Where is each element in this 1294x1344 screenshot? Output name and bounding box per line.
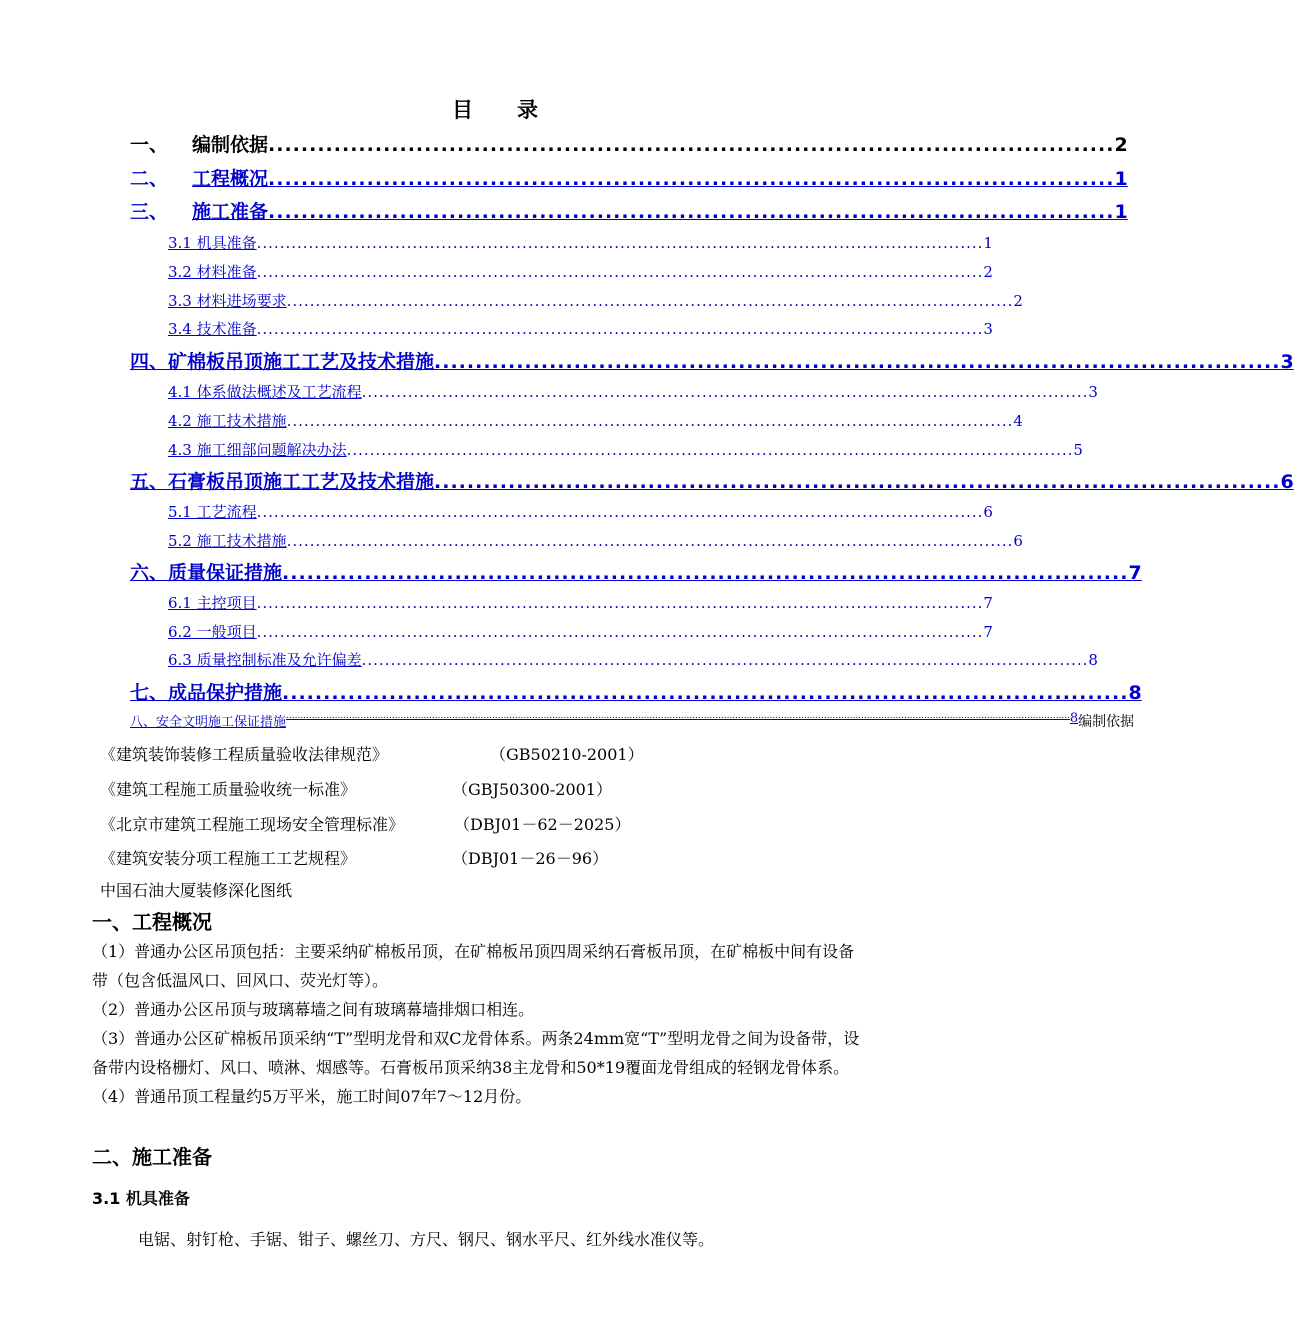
toc-entry-safety-measures[interactable] (130, 711, 1135, 731)
toc-entry-5-1[interactable] (168, 501, 993, 523)
toc-entry-label: 3.2 材料准备 (168, 263, 257, 281)
toc-entry-page: 2 (983, 263, 993, 281)
toc-entry-3-2[interactable] (168, 261, 993, 283)
toc-entry-label: 6.1 主控项目 (168, 594, 257, 612)
reference-item (100, 878, 292, 901)
toc-entry-page: 2 (1114, 134, 1128, 156)
toc-entry-page: 7 (983, 594, 993, 612)
toc-entry-number: 三、 (130, 201, 169, 223)
toc-entry-label: 5.2 施工技术措施 (168, 532, 287, 550)
toc-entry-page: 1 (983, 234, 993, 252)
toc-entry-label: 5.1 工艺流程 (168, 503, 257, 521)
toc-entry-product-protection[interactable] (130, 678, 1142, 706)
toc-entry-label: 6.3 质量控制标准及允许偏差 (168, 651, 362, 669)
toc-entry-6-1[interactable] (168, 592, 993, 614)
toc-entry-mineral-wool-ceiling[interactable] (130, 347, 1294, 375)
reference-name: 中国石油大厦装修深化图纸 (100, 881, 293, 900)
section-heading: 二、施工准备 (92, 1145, 212, 1169)
toc-leader-dots: ....................................................................................................... (434, 471, 1281, 493)
reference-name: 《建筑装饰装修工程质量验收法律规范》 (100, 745, 389, 764)
toc-leader-dots: .............................................................................................................................. (361, 383, 1089, 401)
toc-entry-label: 四、矿棉板吊顶施工工艺及技术措施 (130, 351, 435, 373)
toc-entry-page: 6 (983, 503, 993, 521)
toc-leader-dots: ....................................................................................................... (282, 562, 1129, 584)
toc-entry-label: 6.2 一般项目 (168, 623, 257, 641)
toc-leader-dots: .............................................................................................................................. (256, 320, 984, 338)
reference-name: 《建筑安装分项工程施工工艺规程》 (100, 849, 357, 868)
toc-entry-label: 五、石膏板吊顶施工工艺及技术措施 (130, 471, 435, 493)
toc-leader-dots: .............................................................................................................................. (361, 651, 1089, 669)
subsection-heading: 3.1 机具准备 (92, 1189, 190, 1208)
toc-entry-label: 八、安全文明施工保证措施 (130, 715, 287, 730)
toc-entry-page: 6 (1013, 532, 1023, 550)
toc-leader-dots: ....................................................................................................... (282, 682, 1129, 704)
toc-entry-page: 7 (1128, 562, 1142, 584)
toc-entry-gypsum-ceiling[interactable] (130, 467, 1294, 495)
toc-entry-label: 七、成品保护措施 (130, 682, 283, 704)
reference-code: （GB50210-2001） (490, 745, 644, 764)
toc-entry-6-2[interactable] (168, 621, 993, 643)
toc-entry-page: 3 (983, 320, 993, 338)
toc-entry-label: 3.1 机具准备 (168, 234, 257, 252)
toc-leader-dots: .............................................................................................................................. (256, 234, 984, 252)
toc-entry-page: 1 (1114, 168, 1128, 190)
toc-entry-6-3[interactable] (168, 649, 1098, 671)
toc-entry-quality-assurance[interactable] (130, 558, 1142, 586)
toc-entry-4-3[interactable] (168, 439, 1083, 461)
reference-item (100, 846, 609, 869)
reference-item (100, 742, 644, 765)
toc-leader-dots: .................................................................................................................................................................................................................................................................................. (286, 711, 1070, 721)
toc-entry-label: 3.3 材料进场要求 (168, 292, 287, 310)
toc-entry-page: 2 (1013, 292, 1023, 310)
reference-name: 《北京市建筑工程施工现场安全管理标准》 (100, 815, 405, 834)
toc-entry-4-2[interactable] (168, 410, 1023, 432)
toc-entry-number: 二、 (130, 168, 169, 190)
reference-name: 《建筑工程施工质量验收统一标准》 (100, 780, 357, 799)
toc-leader-dots: .............................................................................................................................. (286, 532, 1014, 550)
toc-entry-page: 3 (1088, 383, 1098, 401)
reference-code: （DBJ01－62－2025） (454, 815, 631, 834)
toc-entry-page: 5 (1073, 441, 1083, 459)
toc-leader-dots: .............................................................................................................................. (256, 623, 984, 641)
toc-leader-dots: ....................................................................................................... (268, 201, 1115, 223)
toc-leader-dots: .............................................................................................................................. (346, 441, 1074, 459)
toc-entry-page: 3 (1280, 351, 1294, 373)
paragraph: （2）普通办公区吊顶与玻璃幕墙之间有玻璃幕墙排烟口相连。 (92, 1000, 535, 1019)
toc-entry-label: 4.1 体系做法概述及工艺流程 (168, 383, 362, 401)
toc-entry-page: 6 (1280, 471, 1294, 493)
toc-entry-construction-prep[interactable] (130, 197, 1128, 225)
toc-entry-page: 7 (983, 623, 993, 641)
toc-entry-page: 8 (1128, 682, 1142, 704)
toc-entry-number: 一、 (130, 134, 169, 156)
toc-entry-3-1[interactable] (168, 232, 993, 254)
toc-entry-3-3[interactable] (168, 290, 1023, 312)
toc-leader-dots: ....................................................................................................... (268, 168, 1115, 190)
toc-entry-project-overview[interactable] (130, 164, 1128, 192)
reference-code: （DBJ01－26－96） (452, 849, 609, 868)
paragraph: （4）普通吊顶工程量约5万平米，施工时间07年7～12月份。 (92, 1087, 532, 1106)
toc-leader-dots: .............................................................................................................................. (256, 263, 984, 281)
toc-title-right: 录 (517, 98, 538, 122)
toc-leader-dots: .............................................................................................................................. (256, 594, 984, 612)
toc-entry-page: 8 (1088, 651, 1098, 669)
reference-item (100, 777, 612, 800)
toc-entry-compilation-basis[interactable] (130, 130, 1128, 158)
paragraph: （3）普通办公区矿棉板吊顶采纳“T”型明龙骨和双C龙骨体系。两条24mm宽“T”型明龙骨之间为设备带，设备带内设格栅灯、风口、喷淋、烟感等。石膏板吊顶采纳38主龙骨和50*19覆面龙骨组成的轻钢龙骨体系。 (92, 1029, 860, 1077)
section-heading: 一、工程概况 (92, 910, 212, 934)
toc-entry-label: 施工准备 (192, 201, 269, 223)
toc-entry-label: 编制依据 (192, 134, 269, 156)
toc-entry-page: 8 (1069, 711, 1079, 726)
reference-code: （GBJ50300-2001） (452, 780, 612, 799)
toc-leader-dots: .............................................................................................................................. (256, 503, 984, 521)
reference-item (100, 812, 631, 835)
heading-compilation-basis: 编制依据 (1078, 714, 1135, 730)
toc-leader-dots: .............................................................................................................................. (286, 412, 1014, 430)
toc-leader-dots: ....................................................................................................... (434, 351, 1281, 373)
toc-entry-label: 六、质量保证措施 (130, 562, 283, 584)
toc-entry-label: 4.3 施工细部问题解决办法 (168, 441, 347, 459)
section-body (92, 937, 862, 1111)
toc-entry-label: 4.2 施工技术措施 (168, 412, 287, 430)
toc-entry-5-2[interactable] (168, 530, 1023, 552)
toc-leader-dots: ....................................................................................................... (268, 134, 1115, 156)
tools-list: 电锯、射钉枪、手锯、钳子、螺丝刀、方尺、钢尺、钢水平尺、红外线水准仪等。 (138, 1230, 715, 1249)
toc-entry-3-4[interactable] (168, 318, 993, 340)
toc-entry-page: 1 (1114, 201, 1128, 223)
toc-entry-label: 3.4 技术准备 (168, 320, 257, 338)
toc-title (0, 94, 990, 124)
toc-entry-label: 工程概况 (192, 168, 269, 190)
toc-entry-4-1[interactable] (168, 381, 1098, 403)
toc-entry-page: 4 (1013, 412, 1023, 430)
toc-leader-dots: .............................................................................................................................. (286, 292, 1014, 310)
paragraph: （1）普通办公区吊顶包括：主要采纳矿棉板吊顶，在矿棉板吊顶四周采纳石膏板吊顶，在矿棉板中间有设备带（包含低温风口、回风口、荧光灯等）。 (92, 942, 855, 990)
toc-title-left: 目 (452, 98, 473, 122)
